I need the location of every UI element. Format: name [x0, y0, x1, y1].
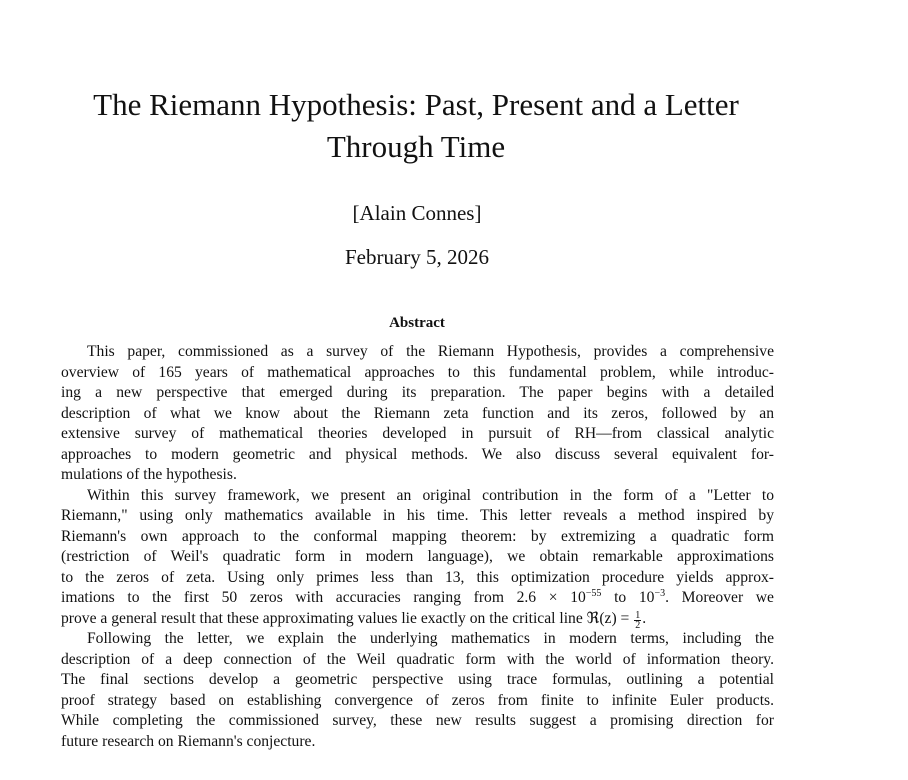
abstract-line: mulations of the hypothesis.: [61, 466, 237, 483]
exponent: −55: [585, 588, 602, 599]
abstract-text: .: [642, 609, 647, 627]
abstract-line: overview of 165 years of mathematical approaches to this fundamental problem, while introduc-: [61, 363, 774, 381]
abstract-line: description of a deep connection of the Weil quadratic form with the world of information theory.: [61, 650, 774, 668]
abstract-line: ing a new perspective that emerged during its preparation. The paper begins with a detailed: [61, 384, 774, 401]
abstract-line: Riemann," using only mathematics available in his time. This letter reveals a method inspired by: [61, 507, 774, 524]
abstract-line: While completing the commissioned survey, these new results suggest a promising direction for: [61, 712, 774, 729]
abstract-line: proof strategy based on establishing convergence of zeros from finite to infinite Euler products.: [61, 691, 774, 709]
abstract-line: future research on Riemann's conjecture.: [61, 732, 316, 750]
abstract-heading: Abstract: [389, 315, 445, 331]
paper-date: February 5, 2026: [344, 245, 490, 269]
abstract-text: . Moreover we: [665, 589, 774, 606]
abstract-line: The final sections develop a geometric perspective using trace formulas, outlining a potential: [61, 671, 774, 688]
abstract-line-with-exponents: [61, 588, 774, 609]
abstract-line: Within this survey framework, we present an original contribution in the form of a "Letter to: [87, 486, 774, 504]
exponent: −3: [654, 588, 666, 599]
abstract-line: Riemann's own approach to the conformal mapping theorem: by extremizing a quadratic form: [61, 527, 774, 545]
abstract-line: to the zeros of zeta. Using only primes less than 13, this optimization procedure yields approx-: [61, 568, 774, 586]
abstract-line: This paper, commissioned as a survey of the Riemann Hypothesis, provides a comprehensive: [87, 343, 774, 360]
abstract-line-with-fraction: [61, 609, 774, 630]
abstract-line: Following the letter, we explain the underlying mathematics in modern terms, including the: [87, 630, 774, 647]
abstract-body: [61, 342, 774, 752]
abstract-line: approaches to modern geometric and physical methods. We also discuss several equivalent for-: [61, 445, 774, 463]
abstract-text: imations to the first 50 zeros with accuracies ranging from 2.6 × 10: [61, 589, 586, 606]
abstract-line: (restriction of Weil's quadratic form in modern language), we obtain remarkable approximations: [61, 548, 774, 565]
paper-title-line-2: Through Time: [326, 129, 506, 164]
paper-author: [Alain Connes]: [352, 201, 482, 225]
abstract-text: prove a general result that these approximating values lie exactly on the critical line ℜ(z) =: [61, 609, 634, 627]
abstract-text: to 10: [601, 589, 655, 606]
fraction-numerator: 1: [635, 609, 641, 621]
abstract-line: description of what we know about the Riemann zeta function and its zeros, followed by an: [61, 404, 774, 422]
fraction-one-half: [634, 611, 641, 630]
paper-title: [30, 84, 802, 168]
abstract-line: extensive survey of mathematical theories developed in pursuit of RH—from classical analytic: [61, 425, 774, 442]
fraction-denominator: 2: [635, 619, 641, 631]
paper-title-line-1: The Riemann Hypothesis: Past, Present and a Letter: [93, 87, 739, 122]
